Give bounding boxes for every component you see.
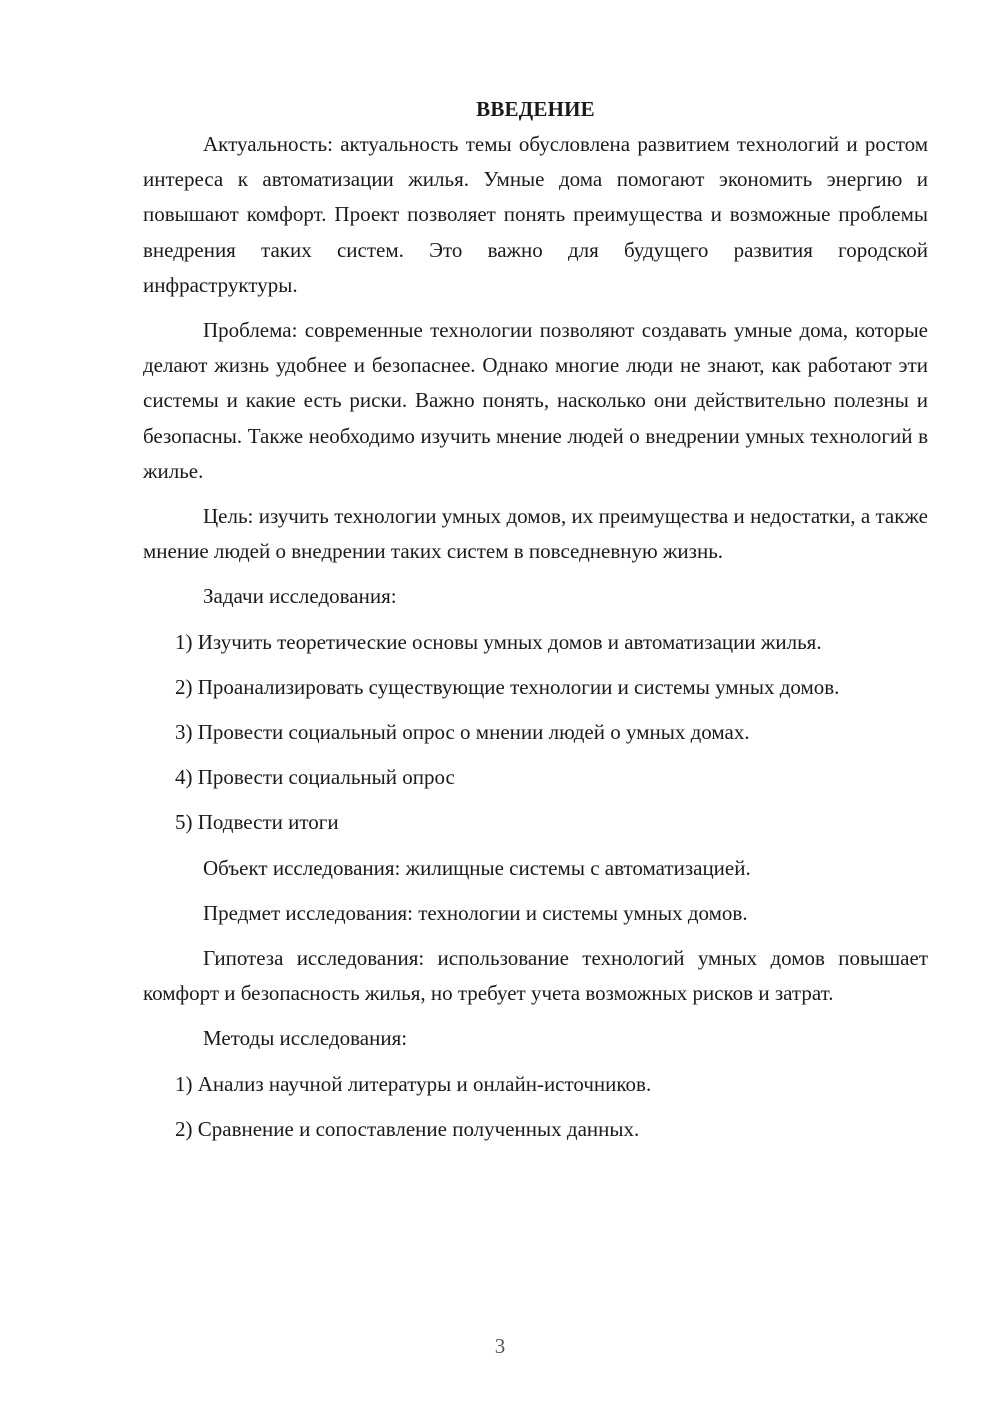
methods-heading: Методы исследования: [203, 1026, 408, 1051]
task-item: 2) Проанализировать существующие технологии и системы умных домов. [175, 674, 840, 699]
task-item: 3) Провести социальный опрос о мнении людей о умных домах. [175, 720, 750, 745]
document-page [143, 92, 928, 1157]
hypothesis-paragraph: Гипотеза исследования: использование технологий умных домов повышает комфорт и безопасность жилья, но требует учета возможных рисков и затрат. [143, 946, 928, 1006]
subject-paragraph: Предмет исследования: технологии и системы умных домов. [203, 900, 748, 925]
goal-paragraph: Цель: изучить технологии умных домов, их преимущества и недостатки, а также мнение людей о внедрении таких систем в повседневную жизнь. [143, 504, 928, 564]
object-paragraph: Объект исследования: жилищные системы с автоматизацией. [203, 855, 751, 880]
relevance-paragraph: Актуальность: актуальность темы обусловлена развитием технологий и ростом интереса к автоматизации жилья. Умные дома помогают экономить энергию и повышают комфорт. Проект позволяет понять преимущества и возможные проблемы внедрения таких систем. Это важно для будущего развития городской инфраструктуры. [143, 132, 928, 297]
method-item: 1) Анализ научной литературы и онлайн-источников. [175, 1071, 652, 1096]
problem-paragraph: Проблема: современные технологии позволяют создавать умные дома, которые делают жизнь удобнее и безопаснее. Однако многие люди не знают, как работают эти системы и какие есть риски. Важно понять, насколько они действительно полезны и безопасны. Также необходимо изучить мнение людей о внедрении умных технологий в жилье. [143, 318, 928, 483]
task-item: 1) Изучить теоретические основы умных домов и автоматизации жилья. [175, 629, 822, 654]
section-heading: ВВЕДЕНИЕ [476, 97, 595, 121]
page-number: 3 [494, 1334, 506, 1358]
task-item: 4) Провести социальный опрос [175, 765, 455, 790]
tasks-heading: Задачи исследования: [203, 584, 397, 609]
method-item: 2) Сравнение и сопоставление полученных данных. [175, 1116, 640, 1141]
task-item: 5) Подвести итоги [175, 810, 339, 835]
